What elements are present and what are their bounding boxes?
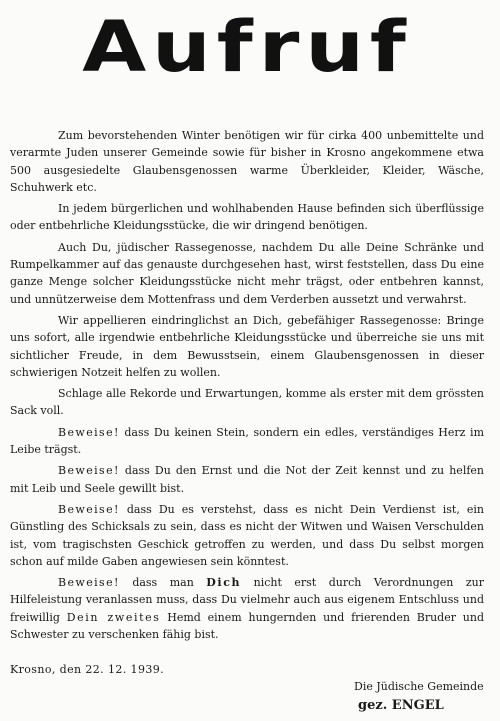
paragraph-text: Hemd einem hungernden und frierenden Bruder und Schwester zu verschenken fähig bist. [10, 610, 484, 642]
emphasis-dein-zweites: Dein zweites [66, 610, 161, 624]
paragraph-prove-heart [10, 424, 484, 459]
document-body [10, 127, 484, 643]
signature-organization: Die Jüdische Gemeinde [354, 680, 484, 694]
paragraph-appeal: Wir appellieren eindringlichst an Dich, gebefähiger Rassegenosse: Bringe uns sofort, alle irgendwie entbehrliche Kleidungsstücke und überreiche sie uns mit sichtlicher Freude, in dem Bewusstsein, einem Glaubensgenossen in dieser schwierigen Notzeit helfen zu wollen. [10, 313, 484, 379]
paragraph-prove-understanding [10, 501, 484, 570]
paragraph-text: dass man [119, 576, 207, 590]
paragraph-prove-seriousness [10, 462, 484, 497]
place-date: Krosno, den 22. 12. 1939. [10, 663, 165, 677]
paragraph-check-wardrobes: Auch Du, jüdischer Rassegenosse, nachdem Du alle Deine Schränke und Rumpelkammer auf das genauste durchgesehen hast, wirst feststellen, dass Du eine ganze Menge solcher Kleidungsstücke nicht mehr trägst, oder entbehren kannst, und unnützerweise dem Mottenfrass und dem Verderben aussetzt und verwahrst. [10, 240, 484, 306]
paragraph-text: dass Du den Ernst und die Not der Zeit kennst und zu helfen mit Leib und Seele gewillt bist. [10, 464, 484, 495]
paragraph-text: nicht erst durch Verordnungen zur Hilfeleistung veranlassen muss, dass Du vielmehr auch aus eigenem Entschluss und freiwillig [10, 576, 484, 624]
document-footer [10, 661, 484, 721]
paragraph-lead-word: Beweise! [58, 425, 120, 439]
paragraph-lead-word: Beweise! [58, 464, 120, 478]
paragraph-text: dass Du keinen Stein, sondern ein edles, verständiges Herz im Leibe trägst. [10, 425, 484, 457]
paragraph-wealthy-houses: In jedem bürgerlichen und wohlhabenden Hause befinden sich überflüssige oder entbehrliche Kleidungsstücke, die wir dringend benötigen. [10, 202, 484, 233]
paragraph-lead-word: Beweise! [58, 502, 120, 516]
document-title: Aufruf [82, 6, 412, 88]
paragraph-lead-word: Beweise! [58, 576, 120, 590]
paragraph-winter-need: Zum bevorstehenden Winter benötigen wir für cirka 400 unbemittelte und verarmte Juden unserer Gemeinde sowie für bisher in Krosno angekommene etwa 500 ausgesiedelte Glaubensgenossen warme Überkleider, Kleider, Wäsche, Schuhwerk etc. [10, 129, 484, 194]
signature-name: gez. ENGEL [358, 698, 444, 714]
paragraph-break-records: Schlage alle Rekorde und Erwartungen, komme als erster mit dem grössten Sack voll. [10, 387, 484, 418]
signature-block [354, 678, 484, 714]
paragraph-prove-free-will [10, 574, 484, 643]
emphasis-dich: Dich [206, 576, 242, 590]
paragraph-text: dass Du es verstehst, dass es nicht Dein Verdienst ist, ein Günstling des Schicksals zu sein, dass es nicht der Witwen und Waisen Verschulden ist, vom tragischsten Geschick getroffen zu werden, und dass Du selbst morgen schon auf milde Gaben angewiesen sein könntest. [10, 502, 484, 568]
